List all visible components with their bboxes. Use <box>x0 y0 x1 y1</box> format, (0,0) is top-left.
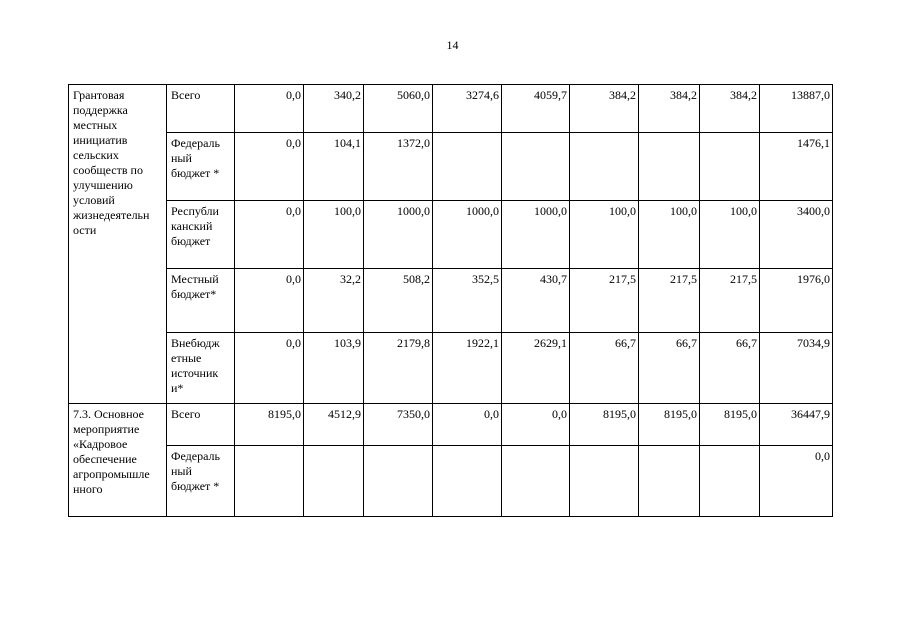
year-value: 4512,9 <box>304 404 364 446</box>
year-value <box>700 133 760 201</box>
year-value <box>433 446 502 517</box>
funding-source: Внебюдж етные источник и* <box>167 333 235 404</box>
funding-source: Всего <box>167 404 235 446</box>
year-value: 104,1 <box>304 133 364 201</box>
year-value: 0,0 <box>235 133 304 201</box>
year-value <box>700 446 760 517</box>
total-value: 13887,0 <box>760 85 833 133</box>
year-value: 1000,0 <box>364 201 433 269</box>
funding-source: Федераль ный бюджет * <box>167 446 235 517</box>
year-value: 7350,0 <box>364 404 433 446</box>
year-value <box>502 133 570 201</box>
year-value: 384,2 <box>639 85 700 133</box>
year-value: 0,0 <box>235 333 304 404</box>
year-value: 100,0 <box>304 201 364 269</box>
year-value <box>639 133 700 201</box>
year-value <box>235 446 304 517</box>
year-value: 66,7 <box>570 333 639 404</box>
section-title: 7.3. Основное мероприятие «Кадровое обеспечение агропромышле нного <box>69 404 167 517</box>
funding-source: Республи канский бюджет <box>167 201 235 269</box>
year-value: 4059,7 <box>502 85 570 133</box>
year-value: 8195,0 <box>639 404 700 446</box>
year-value: 32,2 <box>304 269 364 333</box>
year-value: 66,7 <box>700 333 760 404</box>
year-value: 217,5 <box>700 269 760 333</box>
year-value: 217,5 <box>570 269 639 333</box>
table-row <box>69 201 833 269</box>
year-value: 0,0 <box>235 201 304 269</box>
total-value: 7034,9 <box>760 333 833 404</box>
year-value: 1000,0 <box>433 201 502 269</box>
funding-source: Федераль ный бюджет * <box>167 133 235 201</box>
total-value: 3400,0 <box>760 201 833 269</box>
year-value: 352,5 <box>433 269 502 333</box>
year-value: 340,2 <box>304 85 364 133</box>
year-value <box>502 446 570 517</box>
table-row <box>69 404 833 446</box>
year-value: 3274,6 <box>433 85 502 133</box>
year-value: 1000,0 <box>502 201 570 269</box>
year-value: 100,0 <box>700 201 760 269</box>
table-row <box>69 133 833 201</box>
year-value: 8195,0 <box>235 404 304 446</box>
table-row <box>69 85 833 133</box>
year-value <box>570 133 639 201</box>
year-value: 2629,1 <box>502 333 570 404</box>
table-row <box>69 269 833 333</box>
year-value: 103,9 <box>304 333 364 404</box>
total-value: 1976,0 <box>760 269 833 333</box>
year-value: 8195,0 <box>570 404 639 446</box>
section-title: Грантовая поддержка местных инициатив сельских сообществ по улучшению условий жизнедеятельн ости <box>69 85 167 404</box>
year-value: 0,0 <box>235 269 304 333</box>
year-value: 2179,8 <box>364 333 433 404</box>
table-row <box>69 446 833 517</box>
year-value: 8195,0 <box>700 404 760 446</box>
year-value <box>433 133 502 201</box>
year-value: 384,2 <box>570 85 639 133</box>
total-value: 36447,9 <box>760 404 833 446</box>
year-value <box>304 446 364 517</box>
funding-source: Всего <box>167 85 235 133</box>
year-value: 5060,0 <box>364 85 433 133</box>
year-value <box>639 446 700 517</box>
year-value: 384,2 <box>700 85 760 133</box>
year-value <box>570 446 639 517</box>
year-value <box>364 446 433 517</box>
budget-table <box>68 84 833 517</box>
year-value: 217,5 <box>639 269 700 333</box>
total-value: 0,0 <box>760 446 833 517</box>
year-value: 1922,1 <box>433 333 502 404</box>
year-value: 508,2 <box>364 269 433 333</box>
year-value: 0,0 <box>433 404 502 446</box>
table-row <box>69 333 833 404</box>
year-value: 430,7 <box>502 269 570 333</box>
funding-source: Местный бюджет* <box>167 269 235 333</box>
year-value: 0,0 <box>235 85 304 133</box>
year-value: 1372,0 <box>364 133 433 201</box>
year-value: 66,7 <box>639 333 700 404</box>
year-value: 100,0 <box>570 201 639 269</box>
year-value: 0,0 <box>502 404 570 446</box>
total-value: 1476,1 <box>760 133 833 201</box>
page-number: 14 <box>446 38 459 52</box>
year-value: 100,0 <box>639 201 700 269</box>
